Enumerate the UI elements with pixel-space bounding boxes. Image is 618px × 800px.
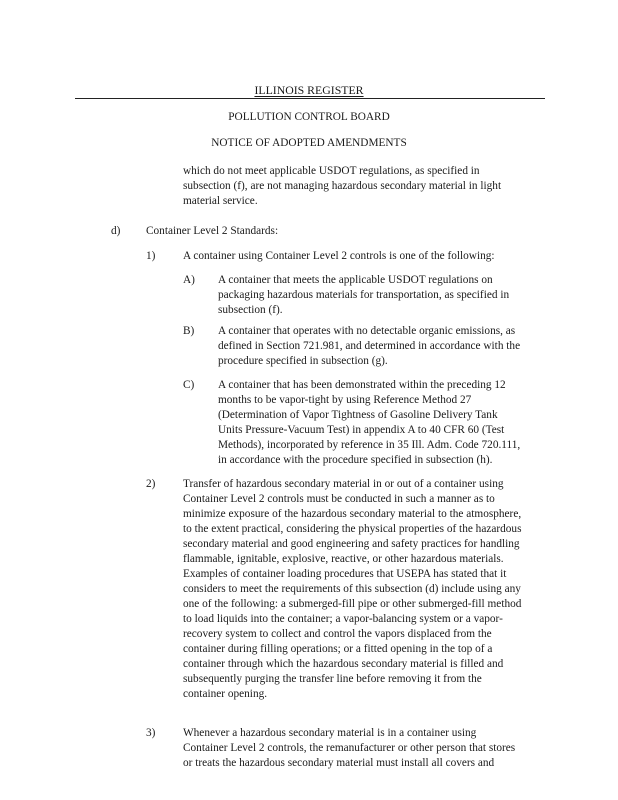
register-title: ILLINOIS REGISTER (254, 83, 364, 97)
text-line: container through which the hazardous secondary material is filled and (183, 658, 504, 670)
text-line: Examples of container loading procedures that USEPA has stated that it (183, 568, 507, 580)
text-line: container opening. (183, 688, 268, 700)
text-line: in accordance with the procedure specified in subsection (h). (218, 454, 493, 466)
text-line: A container that operates with no detectable organic emissions, as (218, 325, 516, 337)
text-line: to load liquids into the container; a vapor-balancing system or a vapor- (183, 613, 503, 625)
header-rule (75, 98, 545, 99)
text-line: packaging hazardous materials for transportation, as specified in (218, 289, 510, 301)
sub-b-label: B) (183, 325, 195, 337)
text-line: flammable, ignitable, explosive, reactive, or other hazardous materials. (183, 553, 504, 565)
text-line: A container that meets the applicable USDOT regulations on (218, 274, 493, 286)
text-line: Container Level 2 controls must be conducted in such a manner as to (183, 493, 495, 505)
text-line: (Determination of Vapor Tightness of Gasoline Delivery Tank (218, 409, 498, 421)
text-line: minimize exposure of the hazardous secondary material to the atmosphere, (183, 508, 522, 520)
text-line: subsection (f), are not managing hazardous secondary material in light (183, 180, 502, 192)
text-line: Container Level 2 controls, the remanufacturer or other person that stores (183, 742, 516, 754)
text-line: considers to meet the requirements of this subsection (d) include using any (183, 583, 521, 595)
item-1-text: A container using Container Level 2 controls is one of the following: (183, 250, 495, 262)
sub-c-label: C) (183, 379, 195, 391)
board-title: POLLUTION CONTROL BOARD (228, 111, 390, 123)
text-line: defined in Section 721.981, and determined in accordance with the (218, 340, 521, 352)
text-line: Whenever a hazardous secondary material is in a container using (183, 727, 477, 739)
text-line: subsection (f). (218, 304, 283, 316)
text-line: which do not meet applicable USDOT regulations, as specified in (183, 165, 480, 177)
text-line: or treats the hazardous secondary material must install all covers and (183, 757, 495, 769)
text-line: procedure specified in subsection (g). (218, 355, 388, 367)
text-line: one of the following: a submerged-fill pipe or other submerged-fill method (183, 598, 522, 610)
section-d-label: d) (111, 225, 121, 237)
item-2-label: 2) (146, 478, 156, 490)
text-line: Units Pressure-Vacuum Test) in appendix A to 40 CFR 60 (Test (218, 424, 505, 436)
item-3-label: 3) (146, 727, 156, 739)
text-line: material service. (183, 195, 258, 207)
text-line: container during filling operations; or a fitted opening in the top of a (183, 643, 493, 655)
text-line: subsequently purging the transfer line before removing it from the (183, 673, 482, 685)
text-line: secondary material and good engineering and safety practices for handling (183, 538, 520, 550)
text-line: Transfer of hazardous secondary material in or out of a container using (183, 478, 504, 490)
item-1-label: 1) (146, 250, 156, 262)
notice-title: NOTICE OF ADOPTED AMENDMENTS (211, 137, 407, 149)
section-d-heading: Container Level 2 Standards: (146, 225, 279, 237)
sub-a-label: A) (183, 274, 195, 286)
text-line: A container that has been demonstrated within the preceding 12 (218, 379, 506, 391)
text-line: recovery system to collect and control the vapors displaced from the (183, 628, 492, 640)
text-line: Methods), incorporated by reference in 35 Ill. Adm. Code 720.111, (218, 439, 521, 451)
text-line: months to be vapor-tight by using Reference Method 27 (218, 394, 472, 406)
text-line: to the extent practical, considering the physical properties of the hazardous (183, 523, 522, 535)
